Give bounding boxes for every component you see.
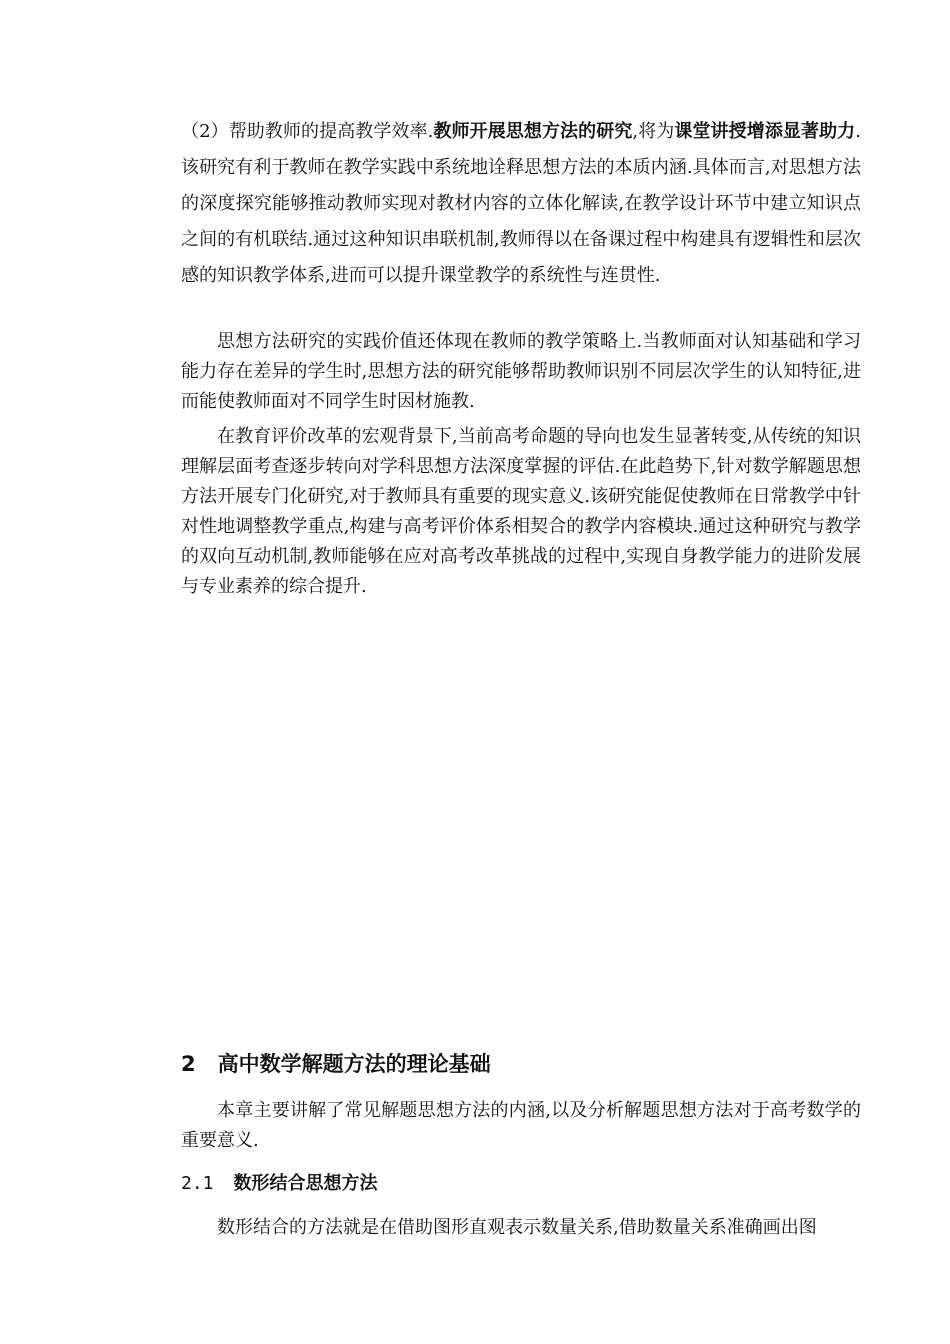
chapter-heading <box>181 1049 491 1079</box>
bold-phrase-classroom: 课堂讲授增添显著助力 <box>674 121 856 142</box>
paragraph-chapter-intro: 本章主要讲解了常见解题思想方法的内涵,以及分析解题思想方法对于高考数学的重要意义. <box>181 1100 861 1151</box>
section-heading <box>181 1169 378 1199</box>
chapter-title: 高中数学解题方法的理论基础 <box>217 1052 491 1076</box>
section-title: 数形结合思想方法 <box>233 1173 378 1194</box>
paragraph-evaluation-reform: 在教育评价改革的宏观背景下,当前高考命题的导向也发生显著转变,从传统的知识理解层面考查逐步转向对学科思想方法深度掌握的评估.在此趋势下,针对数学解题思想方法开展专门化研究,对于教师具有重要的现实意义.该研究能促使教师在日常教学中针对性地调整教学重点,构建与高考评价体系相契合的教学内容模块.通过这种研究与教学的双向互动机制,教师能够在应对高考改革挑战的过程中,实现自身教学能力的进阶发展与专业素养的综合提升. <box>181 426 861 597</box>
chapter-number: 2 <box>181 1052 196 1076</box>
paragraph-section-intro: 数形结合的方法就是在借助图形直观表示数量关系,借助数量关系准确画出图 <box>217 1217 817 1238</box>
paragraph-connector: ,将为 <box>632 121 675 142</box>
section-number: 2.1 <box>181 1173 214 1194</box>
paragraph-teaching-efficiency <box>181 114 861 294</box>
bold-phrase-research: 教师开展思想方法的研究 <box>433 121 633 142</box>
paragraph-practice-value: 思想方法研究的实践价值还体现在教师的教学策略上.当教师面对认知基础和学习能力存在差异的学生时,思想方法的研究能够帮助教师识别不同层次学生的认知特征,进而能使教师面对不同学生时因材施教. <box>181 331 861 412</box>
paragraph-body: .该研究有利于教师在教学实践中系统地诠释思想方法的本质内涵.具体而言,对思想方法的深度探究能够推动教师实现对教材内容的立体化解读,在教学设计环节中建立知识点之间的有机联结.通过这种知识串联机制,教师得以在备课过程中构建具有逻辑性和层次感的知识教学体系,进而可以提升课堂教学的系统性与连贯性. <box>181 121 861 286</box>
paragraph-lead: （2）帮助教师的提高教学效率. <box>181 121 434 142</box>
